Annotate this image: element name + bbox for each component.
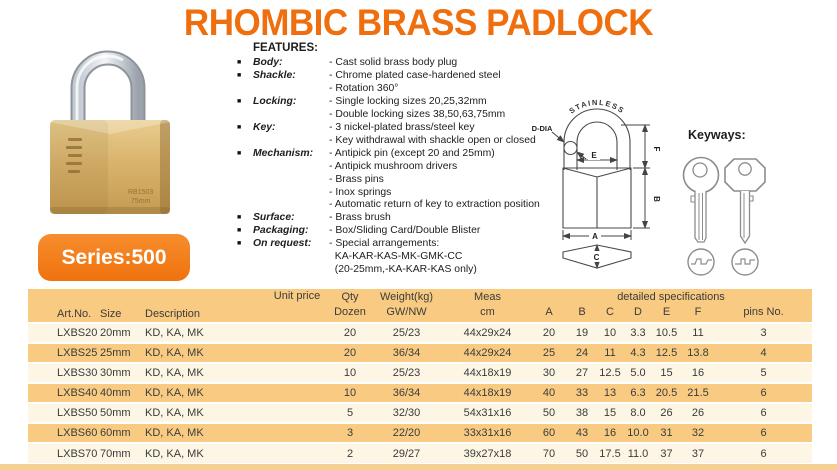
- cell-meas: 54x31x16: [445, 403, 530, 423]
- cell-qty: 20: [332, 323, 368, 343]
- feature-line: [237, 225, 567, 238]
- cell-a: 25: [530, 343, 568, 363]
- spec-table: [28, 289, 812, 463]
- cell-description: KD, KA, MK: [140, 423, 262, 443]
- cell-f: 21.5: [681, 383, 715, 403]
- header-col-a: A: [530, 305, 568, 323]
- bottom-strip: [0, 464, 837, 470]
- f-label: F: [652, 146, 661, 152]
- feature-label: [253, 174, 329, 187]
- cell-d: 11.0: [624, 443, 652, 463]
- series-badge: Series:500: [38, 234, 190, 281]
- cell-f: 13.8: [681, 343, 715, 363]
- cell-e: 26: [652, 403, 681, 423]
- key-round-head: [684, 158, 719, 243]
- table-row: [28, 383, 812, 403]
- feature-text: - Antipick mushroom drivers: [329, 160, 458, 172]
- cell-art-no: LXBS70: [28, 443, 95, 463]
- bullet-icon: [237, 161, 253, 174]
- feature-label: Key:: [253, 121, 276, 133]
- header-weight: Weight(kg): [368, 289, 445, 305]
- header-meas: Meas: [445, 289, 530, 305]
- a-label: A: [592, 232, 598, 241]
- header-description: Description: [140, 289, 262, 323]
- feature-label: [253, 109, 329, 122]
- bullet-icon: ■: [237, 149, 242, 157]
- feature-line: [237, 212, 567, 225]
- feature-label: [253, 251, 329, 264]
- shackle: [77, 56, 138, 130]
- bullet-icon: [237, 83, 253, 96]
- cell-pins: 6: [715, 443, 812, 463]
- cell-d: 6.3: [624, 383, 652, 403]
- header-art-no: Art.No.: [28, 289, 95, 323]
- cell-qty: 10: [332, 363, 368, 383]
- cell-e: 10.5: [652, 323, 681, 343]
- feature-text: - Brass brush: [329, 212, 391, 224]
- b-label: B: [652, 196, 661, 202]
- cell-c: 16: [596, 423, 624, 443]
- cell-art-no: LXBS20: [28, 323, 95, 343]
- cell-c: 12.5: [596, 363, 624, 383]
- feature-text: - Automatic return of key to extraction position: [329, 199, 540, 211]
- cell-c: 13: [596, 383, 624, 403]
- key-hex-head: [725, 159, 765, 243]
- cell-size: 40mm: [95, 383, 140, 403]
- feature-text: - Key withdrawal with shackle open or closed: [329, 134, 536, 146]
- cell-unit-price: [262, 363, 332, 383]
- cell-d: 10.0: [624, 423, 652, 443]
- feature-label: [253, 83, 329, 96]
- feature-text: - Antipick pin (except 20 and 25mm): [329, 147, 495, 159]
- engraving-model: RB1503: [128, 189, 154, 196]
- cell-qty: 3: [332, 423, 368, 443]
- cell-c: 11: [596, 343, 624, 363]
- header-dozen: Dozen: [332, 305, 368, 323]
- cell-art-no: LXBS50: [28, 403, 95, 423]
- cell-description: KD, KA, MK: [140, 403, 262, 423]
- feature-text: - Cast solid brass body plug: [329, 57, 458, 68]
- cell-b: 38: [568, 403, 596, 423]
- cell-b: 43: [568, 423, 596, 443]
- feature-line: [237, 83, 567, 96]
- cell-d: 3.3: [624, 323, 652, 343]
- cell-unit-price: [262, 343, 332, 363]
- header-col-e: E: [652, 305, 681, 323]
- cell-meas: 33x31x16: [445, 423, 530, 443]
- cell-b: 33: [568, 383, 596, 403]
- cell-weight: 36/34: [368, 383, 445, 403]
- cell-e: 15: [652, 363, 681, 383]
- feature-text: - Rotation 360°: [329, 82, 399, 94]
- bullet-icon: [237, 264, 253, 277]
- dimension-diagram: [528, 98, 690, 290]
- header-unit-price: Unit price: [262, 289, 332, 323]
- cell-size: 30mm: [95, 363, 140, 383]
- cell-e: 12.5: [652, 343, 681, 363]
- engraving-size: 75mm: [131, 198, 151, 205]
- cell-description: KD, KA, MK: [140, 323, 262, 343]
- feature-line: [237, 174, 567, 187]
- cell-e: 37: [652, 443, 681, 463]
- bullet-icon: [237, 199, 253, 212]
- cell-weight: 36/34: [368, 343, 445, 363]
- cell-f: 32: [681, 423, 715, 443]
- cell-size: 20mm: [95, 323, 140, 343]
- bullet-icon: ■: [237, 59, 242, 66]
- cell-pins: 6: [715, 423, 812, 443]
- cell-meas: 44x29x24: [445, 323, 530, 343]
- cell-weight: 25/23: [368, 323, 445, 343]
- feature-label: Locking:: [253, 95, 297, 107]
- cell-qty: 2: [332, 443, 368, 463]
- cell-e: 31: [652, 423, 681, 443]
- feature-label: [253, 187, 329, 200]
- bullet-icon: ■: [237, 227, 242, 235]
- feature-text: (20-25mm,-KA-KAR-KAS only): [329, 264, 477, 276]
- feature-label: Body:: [253, 57, 283, 68]
- feature-text: - Brass pins: [329, 173, 384, 185]
- keyways-heading: Keyways:: [688, 128, 746, 142]
- d-dia-label: D-DIA: [531, 124, 553, 133]
- feature-line: [237, 238, 567, 251]
- padlock-body: [50, 120, 170, 214]
- cell-description: KD, KA, MK: [140, 383, 262, 403]
- bullet-icon: ■: [237, 71, 242, 79]
- stainless-label: STAINLESS: [567, 98, 627, 116]
- keyway-profile-1-cut: [691, 259, 712, 264]
- cell-a: 30: [530, 363, 568, 383]
- cell-weight: 22/20: [368, 423, 445, 443]
- table-row: [28, 363, 812, 383]
- cell-c: 15: [596, 403, 624, 423]
- feature-text: - Double locking sizes 38,50,63,75mm: [329, 108, 506, 120]
- padlock-outline: [563, 109, 631, 268]
- feature-label: [253, 199, 329, 212]
- cell-meas: 44x18x19: [445, 383, 530, 403]
- header-col-b: B: [568, 305, 596, 323]
- cell-unit-price: [262, 403, 332, 423]
- bullet-icon: [237, 109, 253, 122]
- cell-qty: 10: [332, 383, 368, 403]
- bullet-icon: [237, 174, 253, 187]
- feature-text: - 3 nickel-plated brass/steel key: [329, 121, 475, 133]
- header-col-d: D: [624, 305, 652, 323]
- cell-art-no: LXBS60: [28, 423, 95, 443]
- header-size: Size: [95, 289, 140, 323]
- cell-size: 70mm: [95, 443, 140, 463]
- table-row: [28, 443, 812, 463]
- padlock-photo: [28, 26, 190, 228]
- cell-c: 10: [596, 323, 624, 343]
- cell-f: 16: [681, 363, 715, 383]
- e-label: E: [591, 151, 597, 160]
- keyway-profile-2-cut: [735, 259, 755, 264]
- cell-unit-price: [262, 443, 332, 463]
- cell-description: KD, KA, MK: [140, 343, 262, 363]
- c-label: C: [593, 253, 600, 262]
- bullet-icon: ■: [237, 240, 242, 248]
- cell-pins: 4: [715, 343, 812, 363]
- feature-text: - Special arrangements:: [329, 238, 440, 250]
- cell-size: 25mm: [95, 343, 140, 363]
- cell-size: 60mm: [95, 423, 140, 443]
- cell-qty: 20: [332, 343, 368, 363]
- bullet-icon: [237, 135, 253, 148]
- feature-line: [237, 199, 567, 212]
- cell-weight: 29/27: [368, 443, 445, 463]
- features-list: [237, 42, 567, 277]
- cell-unit-price: [262, 423, 332, 443]
- cell-e: 20.5: [652, 383, 681, 403]
- cell-meas: 44x29x24: [445, 343, 530, 363]
- cell-d: 4.3: [624, 343, 652, 363]
- cell-meas: 44x18x19: [445, 363, 530, 383]
- header-col-f: F: [681, 305, 715, 323]
- table-row: [28, 323, 812, 343]
- cell-c: 17.5: [596, 443, 624, 463]
- feature-line: [237, 264, 567, 277]
- bullet-icon: [237, 251, 253, 264]
- feature-text: KA-KAR-KAS-MK-GMK-CC: [329, 251, 463, 263]
- cell-pins: 6: [715, 383, 812, 403]
- page-title: RHOMBIC BRASS PADLOCK: [183, 2, 654, 44]
- feature-label: Packaging:: [253, 225, 309, 237]
- cell-b: 19: [568, 323, 596, 343]
- cell-d: 8.0: [624, 403, 652, 423]
- table-row: [28, 403, 812, 423]
- cell-pins: 5: [715, 363, 812, 383]
- feature-line: [237, 251, 567, 264]
- header-col-c: C: [596, 305, 624, 323]
- feature-text: - Box/Sliding Card/Double Blister: [329, 225, 481, 237]
- table-row: [28, 423, 812, 443]
- feature-line: [237, 135, 567, 148]
- cell-description: KD, KA, MK: [140, 443, 262, 463]
- cell-a: 70: [530, 443, 568, 463]
- feature-line: [237, 96, 567, 109]
- bullet-icon: ■: [237, 214, 242, 222]
- feature-line: [237, 187, 567, 200]
- cell-a: 50: [530, 403, 568, 423]
- cell-weight: 25/23: [368, 363, 445, 383]
- feature-line: [237, 161, 567, 174]
- cell-unit-price: [262, 323, 332, 343]
- cell-a: 60: [530, 423, 568, 443]
- cell-description: KD, KA, MK: [140, 363, 262, 383]
- cell-b: 24: [568, 343, 596, 363]
- table-row: [28, 343, 812, 363]
- cell-a: 20: [530, 323, 568, 343]
- cell-f: 37: [681, 443, 715, 463]
- feature-label: [253, 135, 329, 148]
- feature-label: [253, 161, 329, 174]
- cell-unit-price: [262, 383, 332, 403]
- bullet-icon: ■: [237, 123, 242, 131]
- feature-line: [237, 109, 567, 122]
- features-heading: FEATURES:: [253, 42, 318, 54]
- bullet-icon: ■: [237, 97, 242, 105]
- cell-weight: 32/30: [368, 403, 445, 423]
- feature-line: [237, 57, 567, 70]
- feature-text: - Chrome plated case-hardened steel: [329, 69, 501, 81]
- feature-text: - Single locking sizes 20,25,32mm: [329, 95, 487, 107]
- header-cm: cm: [445, 305, 530, 323]
- cell-b: 50: [568, 443, 596, 463]
- cell-art-no: LXBS25: [28, 343, 95, 363]
- feature-line: [237, 148, 567, 161]
- feature-label: Shackle:: [253, 69, 296, 81]
- cell-b: 27: [568, 363, 596, 383]
- cell-a: 40: [530, 383, 568, 403]
- cell-art-no: LXBS30: [28, 363, 95, 383]
- cell-size: 50mm: [95, 403, 140, 423]
- header-qty: Qty: [332, 289, 368, 305]
- cell-art-no: LXBS40: [28, 383, 95, 403]
- feature-line: [237, 122, 567, 135]
- feature-label: Surface:: [253, 212, 295, 224]
- keyways-illustration: [682, 150, 794, 278]
- header-pins: pins No.: [715, 305, 812, 323]
- cell-meas: 39x27x18: [445, 443, 530, 463]
- header-detailed-specs: detailed specifications: [530, 289, 812, 305]
- feature-line: [237, 70, 567, 83]
- cell-qty: 5: [332, 403, 368, 423]
- feature-label: Mechanism:: [253, 147, 314, 159]
- header-gwnw: GW/NW: [368, 305, 445, 323]
- cell-f: 26: [681, 403, 715, 423]
- cell-f: 11: [681, 323, 715, 343]
- feature-text: - Inox springs: [329, 186, 392, 198]
- feature-label: On request:: [253, 238, 312, 250]
- bullet-icon: [237, 187, 253, 200]
- cell-pins: 3: [715, 323, 812, 343]
- feature-label: [253, 264, 329, 277]
- cell-d: 5.0: [624, 363, 652, 383]
- cell-pins: 6: [715, 403, 812, 423]
